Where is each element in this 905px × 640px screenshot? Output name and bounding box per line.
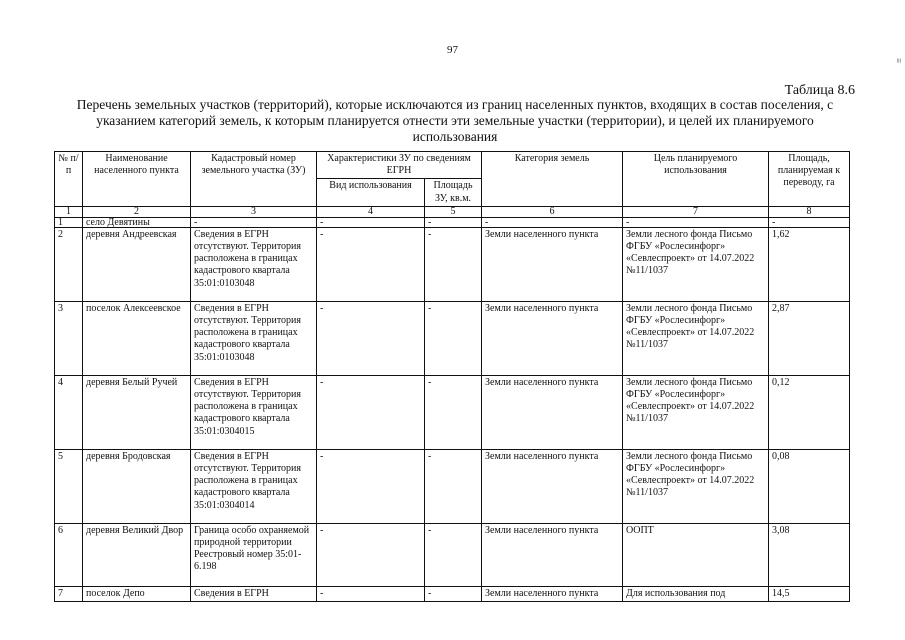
cell-area: - bbox=[425, 301, 482, 375]
header-name: Наименование населенного пункта bbox=[83, 152, 191, 207]
table-label: Таблица 8.6 bbox=[784, 83, 855, 98]
table-row bbox=[55, 523, 850, 586]
cell-num: 3 bbox=[55, 301, 83, 375]
column-number: 8 bbox=[769, 206, 850, 217]
cell-cadastral: Сведения в ЕГРН отсутствуют. Территория расположена в границах кадастрового квартала 35:01:0103048 bbox=[191, 301, 317, 375]
header-num: № п/п bbox=[55, 152, 83, 207]
table-title: Перечень земельных участков (территорий), которые исключаются из границ населенных пунктов, входящих в состав поселения, с указанием категорий земель, к которым планируется отнести эти земельные участки (территории), и целей их планируемого использования bbox=[76, 97, 834, 144]
column-number: 5 bbox=[425, 206, 482, 217]
cell-category: - bbox=[482, 217, 623, 227]
cell-category: Земли населенного пункта bbox=[482, 586, 623, 601]
cell-name: деревня Андреевская bbox=[83, 227, 191, 301]
column-numbers-row bbox=[55, 206, 850, 217]
header-area: Площадь ЗУ, кв.м. bbox=[425, 179, 482, 206]
cell-usage: - bbox=[317, 217, 425, 227]
cell-name: поселок Алексеевское bbox=[83, 301, 191, 375]
column-number: 2 bbox=[83, 206, 191, 217]
cell-purpose: Земли лесного фонда Письмо ФГБУ «Рослесинфорг» «Севлеспроект» от 14.07.2022 №11/1037 bbox=[623, 301, 769, 375]
cell-name: деревня Белый Ручей bbox=[83, 375, 191, 449]
header-purpose: Цель планируемого использования bbox=[623, 152, 769, 207]
cell-cadastral: Сведения в ЕГРН отсутствуют. Территория расположена в границах кадастрового квартала 35:01:0304015 bbox=[191, 375, 317, 449]
cell-num: 7 bbox=[55, 586, 83, 601]
cell-transfer: - bbox=[769, 217, 850, 227]
cell-num: 2 bbox=[55, 227, 83, 301]
cell-purpose: ООПТ bbox=[623, 523, 769, 586]
cell-category: Земли населенного пункта bbox=[482, 523, 623, 586]
column-number: 4 bbox=[317, 206, 425, 217]
cell-purpose: Земли лесного фонда Письмо ФГБУ «Рослесинфорг» «Севлеспроект» от 14.07.2022 №11/1037 bbox=[623, 227, 769, 301]
column-number: 7 bbox=[623, 206, 769, 217]
table-row bbox=[55, 301, 850, 375]
cell-area: - bbox=[425, 375, 482, 449]
cell-area: - bbox=[425, 523, 482, 586]
cell-transfer: 0,12 bbox=[769, 375, 850, 449]
column-number: 3 bbox=[191, 206, 317, 217]
column-number: 6 bbox=[482, 206, 623, 217]
cell-area: - bbox=[425, 449, 482, 523]
cell-name: поселок Депо bbox=[83, 586, 191, 601]
cell-name: деревня Бродовская bbox=[83, 449, 191, 523]
cell-cadastral: Сведения в ЕГРН bbox=[191, 586, 317, 601]
cell-usage: - bbox=[317, 227, 425, 301]
header-transfer-area: Площадь, планируемая к переводу, га bbox=[769, 152, 850, 207]
table-row bbox=[55, 375, 850, 449]
cell-usage: - bbox=[317, 375, 425, 449]
table-row bbox=[55, 586, 850, 601]
cell-num: 6 bbox=[55, 523, 83, 586]
side-mark: ≡ bbox=[894, 58, 904, 64]
cell-usage: - bbox=[317, 523, 425, 586]
cell-cadastral: Сведения в ЕГРН отсутствуют. Территория расположена в границах кадастрового квартала 35:01:0304014 bbox=[191, 449, 317, 523]
cell-name: деревня Великий Двор bbox=[83, 523, 191, 586]
cell-cadastral: - bbox=[191, 217, 317, 227]
cell-purpose: Земли лесного фонда Письмо ФГБУ «Рослесинфорг» «Севлеспроект» от 14.07.2022 №11/1037 bbox=[623, 375, 769, 449]
table-row bbox=[55, 217, 850, 227]
cell-transfer: 0,08 bbox=[769, 449, 850, 523]
cell-num: 5 bbox=[55, 449, 83, 523]
column-number: 1 bbox=[55, 206, 83, 217]
cell-category: Земли населенного пункта bbox=[482, 375, 623, 449]
cell-purpose: Для использования под bbox=[623, 586, 769, 601]
header-cadastral: Кадастровый номер земельного участка (ЗУ) bbox=[191, 152, 317, 207]
cell-cadastral: Сведения в ЕГРН отсутствуют. Территория расположена в границах кадастрового квартала 35:01:0103048 bbox=[191, 227, 317, 301]
cell-num: 4 bbox=[55, 375, 83, 449]
cell-usage: - bbox=[317, 301, 425, 375]
cell-category: Земли населенного пункта bbox=[482, 227, 623, 301]
cell-cadastral: Граница особо охраняемой природной территории Реестровый номер 35:01-6.198 bbox=[191, 523, 317, 586]
cell-area: - bbox=[425, 227, 482, 301]
header-usage-type: Вид использования bbox=[317, 179, 425, 206]
cell-usage: - bbox=[317, 449, 425, 523]
cell-transfer: 2,87 bbox=[769, 301, 850, 375]
cell-purpose: Земли лесного фонда Письмо ФГБУ «Рослесинфорг» «Севлеспроект» от 14.07.2022 №11/1037 bbox=[623, 449, 769, 523]
cell-category: Земли населенного пункта bbox=[482, 301, 623, 375]
cell-name: село Девятины bbox=[83, 217, 191, 227]
page-number: 97 bbox=[447, 44, 458, 56]
header-category: Категория земель bbox=[482, 152, 623, 207]
land-plots-table bbox=[54, 151, 850, 602]
cell-area: - bbox=[425, 586, 482, 601]
cell-num: 1 bbox=[55, 217, 83, 227]
cell-category: Земли населенного пункта bbox=[482, 449, 623, 523]
cell-transfer: 1,62 bbox=[769, 227, 850, 301]
header-characteristics: Характеристики ЗУ по сведениям ЕГРН bbox=[317, 152, 482, 179]
table-row bbox=[55, 449, 850, 523]
cell-area: - bbox=[425, 217, 482, 227]
table-row bbox=[55, 227, 850, 301]
cell-transfer: 3,08 bbox=[769, 523, 850, 586]
cell-purpose: - bbox=[623, 217, 769, 227]
cell-usage: - bbox=[317, 586, 425, 601]
cell-transfer: 14,5 bbox=[769, 586, 850, 601]
